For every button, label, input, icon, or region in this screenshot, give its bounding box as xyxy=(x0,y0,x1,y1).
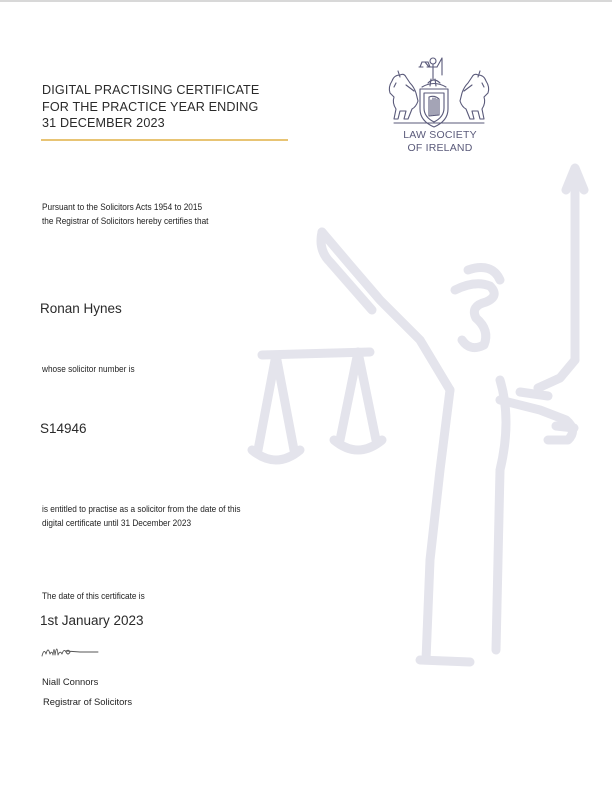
page-top-border xyxy=(0,0,612,2)
certificate-date: 1st January 2023 xyxy=(40,613,144,628)
solicitor-number-label: whose solicitor number is xyxy=(42,363,135,374)
entitlement-line-1: is entitled to practise as a solicitor from the date of this xyxy=(42,503,241,514)
signatory-name: Niall Connors xyxy=(42,676,99,687)
signatory-title: Registrar of Solicitors xyxy=(43,696,133,707)
holder-name: Ronan Hynes xyxy=(40,301,122,316)
certificate-date-label: The date of this certificate is xyxy=(42,590,145,601)
registrar-signature xyxy=(40,640,102,662)
preamble-line-2: the Registrar of Solicitors hereby certifies that xyxy=(42,215,209,226)
certificate-title xyxy=(42,82,259,132)
logo-wordmark xyxy=(384,129,496,154)
entitlement-line-2: digital certificate until 31 December 2023 xyxy=(42,517,192,528)
title-line-3: 31 DECEMBER 2023 xyxy=(42,116,165,130)
title-line-1: DIGITAL PRACTISING CERTIFICATE xyxy=(42,83,260,97)
solicitor-number: S14946 xyxy=(40,421,87,436)
justice-watermark-icon xyxy=(245,160,605,670)
title-line-2: FOR THE PRACTICE YEAR ENDING xyxy=(42,99,259,114)
logo-text-line-1: LAW SOCIETY xyxy=(403,129,477,141)
preamble-line-1: Pursuant to the Solicitors Acts 1954 to 2015 xyxy=(42,201,203,212)
logo-text-line-2: OF IRELAND xyxy=(407,141,473,154)
title-underline xyxy=(41,139,288,141)
